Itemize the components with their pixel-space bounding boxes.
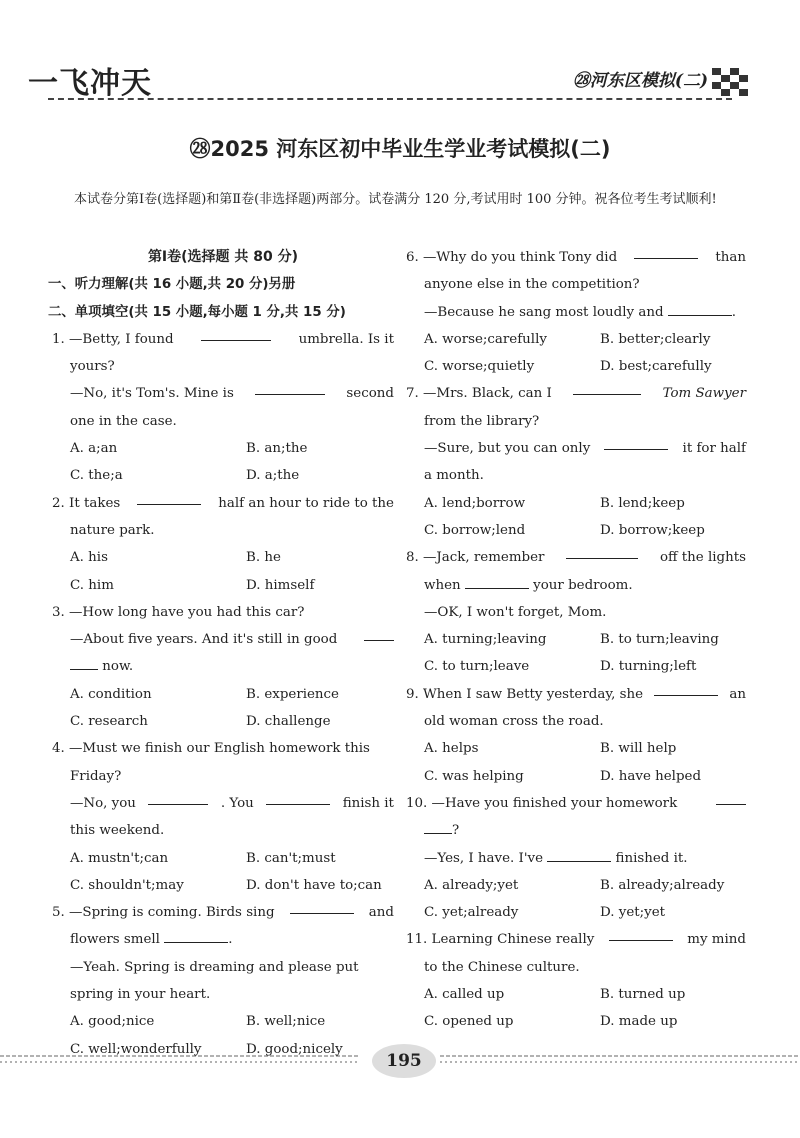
option: A. turning;leaving xyxy=(424,632,547,648)
option: D. himself xyxy=(246,577,315,593)
answer-blank xyxy=(148,790,208,805)
answer-blank xyxy=(573,380,641,395)
option: B. better;clearly xyxy=(600,331,711,347)
part-title: 第Ⅰ卷(选择题 共 80 分) xyxy=(147,249,299,265)
answer-blank xyxy=(364,626,394,641)
option: C. research xyxy=(70,714,148,730)
question-5: 5. —Spring is coming. Birds sing and flowers smell . —Yeah. Spring is dreaming and please put spring in your heart. A. good;nice B. well;nice C. well;wonderfully D. good;nicely xyxy=(52,899,394,1063)
option: A. worse;carefully xyxy=(424,331,547,347)
option: C. opened up xyxy=(424,1014,514,1030)
right-column xyxy=(406,244,746,1036)
answer-blank xyxy=(70,655,98,670)
option: C. to turn;leave xyxy=(424,659,530,675)
answer-blank xyxy=(634,244,698,259)
option: C. him xyxy=(70,577,114,593)
option: B. experience xyxy=(246,686,339,702)
left-column xyxy=(48,244,394,1063)
question-8: 8. —Jack, remember off the lights when your bedroom. —OK, I won't forget, Mom. A. turning;leaving B. to turn;leaving C. to turn;leave D. turning;left xyxy=(406,544,746,680)
question-2: 2. It takes half an hour to ride to the nature park. A. his B. he C. him D. himself xyxy=(52,490,394,599)
option: B. lend;keep xyxy=(600,495,685,511)
option: B. turned up xyxy=(600,987,686,1003)
option: C. well;wonderfully xyxy=(70,1041,202,1057)
option: D. best;carefully xyxy=(600,359,712,375)
option: B. he xyxy=(246,550,281,566)
answer-blank xyxy=(716,790,746,805)
answer-blank xyxy=(654,681,718,696)
answer-blank xyxy=(424,819,452,834)
option: D. a;the xyxy=(246,468,300,484)
option: C. worse;quietly xyxy=(424,359,535,375)
option: A. lend;borrow xyxy=(424,495,526,511)
option: A. helps xyxy=(424,741,479,757)
option: D. don't have to;can xyxy=(246,877,382,893)
option: B. can't;must xyxy=(246,850,336,866)
answer-blank xyxy=(609,926,673,941)
option: D. yet;yet xyxy=(600,905,666,921)
answer-blank xyxy=(465,574,529,589)
answer-blank xyxy=(604,435,668,450)
option: D. turning;left xyxy=(600,659,697,675)
question-9: 9. When I saw Betty yesterday, she an old woman cross the road. A. helps B. will help C. was helping D. have helped xyxy=(406,681,746,790)
option: A. called up xyxy=(424,987,505,1003)
option: A. his xyxy=(70,550,108,566)
question-11: 11. Learning Chinese really my mind to the Chinese culture. A. called up B. turned up C. opened up D. made up xyxy=(406,926,746,1035)
option: A. a;an xyxy=(70,441,118,457)
option: A. mustn't;can xyxy=(70,850,169,866)
option: B. well;nice xyxy=(246,1014,326,1030)
answer-blank xyxy=(266,790,330,805)
series-label: ㉘河东区模拟(二) xyxy=(572,71,708,91)
answer-blank xyxy=(201,326,271,341)
answer-blank xyxy=(566,544,638,559)
answer-blank xyxy=(255,380,325,395)
answer-blank xyxy=(547,847,611,862)
option: C. yet;already xyxy=(424,905,519,921)
question-3: 3. —How long have you had this car? —About five years. And it's still in good now. A. condition B. experience C. research D. challenge xyxy=(52,599,394,735)
section-single-choice: 二、单项填空(共 15 小题,每小题 1 分,共 15 分) xyxy=(48,304,346,320)
question-4: 4. —Must we finish our English homework this Friday? —No, you . You finish it this weekend. A. mustn't;can B. can't;must C. shouldn't;may D. don't have to;can xyxy=(52,735,394,899)
exam-instructions: 本试卷分第Ⅰ卷(选择题)和第Ⅱ卷(非选择题)两部分。试卷满分 120 分,考试用时 100 分钟。祝各位考生考试顺利! xyxy=(74,192,717,207)
option: C. borrow;lend xyxy=(424,522,526,538)
question-7: 7. —Mrs. Black, can I Tom Sawyer from the library? —Sure, but you can only it for half a month. A. lend;borrow B. lend;keep C. borrow;lend D. borrow;keep xyxy=(406,380,746,544)
option: D. have helped xyxy=(600,768,702,784)
question-6: 6. —Why do you think Tony did than anyone else in the competition? —Because he sang most loudly and . A. worse;carefully B. better;clearly C. worse;quietly D. best;carefully xyxy=(406,244,746,380)
option: B. already;already xyxy=(600,877,725,893)
option: D. borrow;keep xyxy=(600,522,705,538)
option: D. challenge xyxy=(246,714,331,730)
answer-blank xyxy=(668,301,732,316)
option: C. the;a xyxy=(70,468,123,484)
answer-blank xyxy=(290,899,354,914)
option: A. already;yet xyxy=(424,877,519,893)
option: B. will help xyxy=(600,741,677,757)
option: A. good;nice xyxy=(70,1014,155,1030)
answer-blank xyxy=(164,928,228,943)
option: A. condition xyxy=(70,686,152,702)
page-number: 195 xyxy=(372,1044,436,1078)
answer-blank xyxy=(137,490,201,505)
option: D. good;nicely xyxy=(246,1041,343,1057)
question-10: 10. —Have you finished your homework ? —Yes, I have. I've finished it. A. already;yet B. already;already C. yet;already D. yet;yet xyxy=(406,790,746,926)
option: D. made up xyxy=(600,1014,678,1030)
option: B. an;the xyxy=(246,441,308,457)
page-title: ㉘2025 河东区初中毕业生学业考试模拟(二) xyxy=(189,137,611,161)
option: C. shouldn't;may xyxy=(70,877,184,893)
header-divider xyxy=(48,98,732,100)
brand-logo: 一飞冲天 xyxy=(28,66,152,101)
section-listening: 一、听力理解(共 16 小题,共 20 分)另册 xyxy=(48,277,296,293)
option: B. to turn;leaving xyxy=(600,632,719,648)
option: C. was helping xyxy=(424,768,524,784)
checker-decoration xyxy=(712,68,748,96)
question-1: 1. —Betty, I found umbrella. Is it yours? —No, it's Tom's. Mine is second one in the case. A. a;an B. an;the C. the;a D. a;the xyxy=(52,326,394,490)
